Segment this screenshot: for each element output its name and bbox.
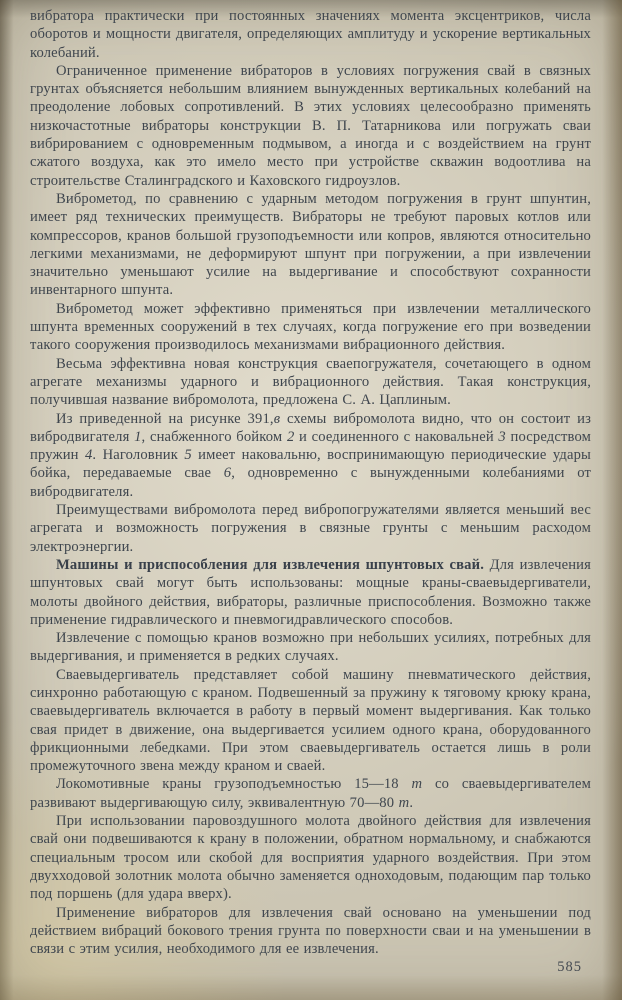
text-run: , одновременно с вынужденными колебаниями от вибродвигателя. xyxy=(30,465,591,500)
paragraph xyxy=(30,629,591,666)
page-number: 585 xyxy=(557,959,582,975)
text-run: и соединенного с наковальней xyxy=(294,428,499,445)
text-run: . Наголовник xyxy=(92,447,185,464)
text-run: Сваевыдергиватель представляет собой машину пневматического действия, синхронно работающую с краном. Подвешенный за пружину к тяговому крюку крана, сваевыдергиватель включается в работу в первый момент выдергивания. Как только свая придет в движение, она выдергивается усилием одного крана, оборудованного фрикционными лебедками. При этом сваевыдергиватель остается лишь в роли промежуточного звена между краном и сваей. xyxy=(30,666,591,775)
paragraph xyxy=(30,904,591,959)
text-run: схемы вибромолота видно, что он состоит из вибродвигателя xyxy=(30,410,591,445)
paragraph xyxy=(30,501,591,556)
italic-run: 3 xyxy=(498,428,506,445)
paragraph xyxy=(30,556,591,629)
text-run: , снабженного бойком xyxy=(141,428,287,445)
italic-run: 6 xyxy=(223,465,232,482)
text-run: имеет наковальню, воспринимающую периодические удары бойка, передаваемые свае xyxy=(30,447,591,482)
paragraph xyxy=(30,355,591,410)
paragraph xyxy=(30,7,591,62)
text-run: Ограниченное применение вибраторов в условиях погружения свай в связных грунтах объясняется небольшим влиянием вынужденных вертикальных колебаний на преодоление лобовых сопротивлений. В этих условиях целесообразно применять низкочастотные вибраторы конструкции В. П. Татарникова или погружать сваи вибрированием с одновременным подмывом, а иногда и с воздействием на грунт сжатого воздуха, как это имело место при устройстве скважин водоотлива на строительстве Сталинградского и Каховского гидроузлов. xyxy=(30,62,591,189)
italic-run: 2 xyxy=(286,428,295,445)
italic-run: 4 xyxy=(84,447,93,464)
text-run: со сваевыдергивателем развивают выдергивающую силу, эквивалентную 70—80 xyxy=(30,776,591,811)
text-run: Преимуществами вибромолота перед вибропогружателями является меньший вес агрегата и возможность погружения в связные грунты с меньшим расходом электроэнергии. xyxy=(30,502,591,555)
page-text xyxy=(30,7,591,958)
paragraph xyxy=(30,775,591,812)
text-run: Виброметод может эффективно применяться при извлечении металлического шпунта временных сооружений в тех случаях, когда погружение его при возведении такого сооружения производилось механизмами вибрационного действия. xyxy=(30,300,591,354)
text-run: посредством пружин xyxy=(30,428,592,464)
paragraph xyxy=(30,666,591,776)
paragraph xyxy=(30,812,591,903)
italic-run: 5 xyxy=(184,447,192,464)
text-run: Применение вибраторов для извлечения свай основано на уменьшении под действием вибраций бокового трения грунта по поверхности сваи и на уменьшении в связи с этим усилия, необходимого для ее извлечения. xyxy=(30,904,591,958)
text-run: Весьма эффективна новая конструкция сваепогружателя, сочетающего в одном агрегате механизмы ударного и вибрационного действия. Такая конструкция, получившая название вибромолота, предложена С. А. Цаплиным. xyxy=(30,355,591,409)
text-run: вибратора практически при постоянных значениях момента эксцентриков, числа оборотов и мощности двигателя, определяющих амплитуду и ускорение вертикальных колебаний. xyxy=(30,8,591,61)
paragraph xyxy=(30,410,591,501)
italic-run: 1 xyxy=(134,428,142,445)
italic-run: в xyxy=(273,410,281,427)
italic-run: т xyxy=(411,776,423,793)
text-run: Локомотивные краны грузоподъемностью 15—18 xyxy=(56,776,412,793)
text-run: Из приведенной на рисунке 391, xyxy=(56,410,274,427)
text-run: При использовании паровоздушного молота двойного действия для извлечения свай они подвешиваются к крану в положении, обратном нормальному, и снабжаются специальным тросом или скобой для восприятия ударного воздействия. При этом двухходовой золотник молота обычно заменяется одноходовым, подающим пар только под поршень (для удара вверх). xyxy=(30,813,591,903)
paragraph xyxy=(30,62,591,190)
paragraph xyxy=(30,300,591,355)
text-run: Извлечение с помощью кранов возможно при небольших усилиях, потребных для выдергивания, и применяется в редких случаях. xyxy=(30,630,591,665)
text-run: Для извлечения шпунтовых свай могут быть использованы: мощные краны-сваевыдергиватели, молоты двойного действия, вибраторы, различные приспособления. Возможно также применение гидравлического и пневмогидравлического способов. xyxy=(30,556,591,628)
italic-run: т xyxy=(398,794,410,811)
text-run: Виброметод, по сравнению с ударным методом погружения в грунт шпунтин, имеет ряд технических преимуществ. Вибраторы не требуют паровых котлов или компрессоров, кранов большой грузоподъемности или копров, являются относительно легкими механизмами, не деформируют шпунт при погружении, а при извлечении значительно уменьшают усилие на выдергивание и способствуют сохранности инвентарного шпунта. xyxy=(30,190,591,299)
text-run: . xyxy=(409,794,414,811)
paragraph xyxy=(30,190,591,300)
bold-run: Машины и приспособления для извлечения шпунтовых свай. xyxy=(56,556,484,573)
